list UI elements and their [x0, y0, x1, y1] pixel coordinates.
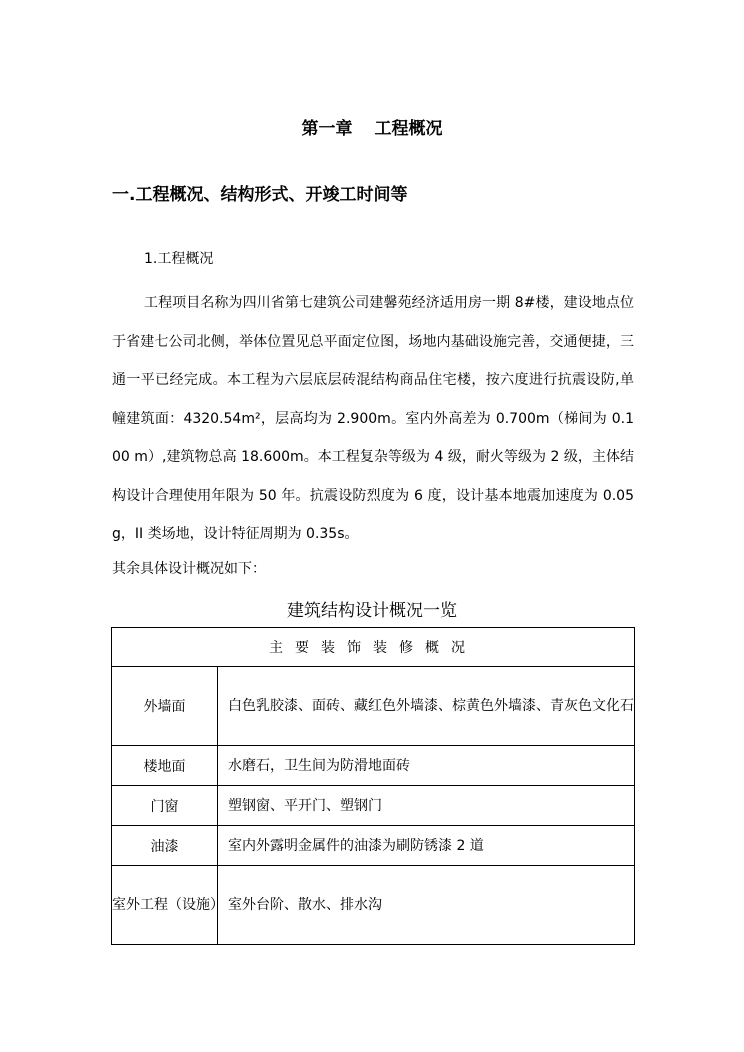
- row-value: 塑钢窗、平开门、塑钢门: [218, 786, 635, 826]
- chapter-name: 工程概况: [374, 119, 443, 139]
- row-label: 室外工程（设施）: [112, 866, 218, 945]
- design-intro-text: 其余具体设计概况如下：: [112, 561, 266, 577]
- row-label: 门窗: [112, 786, 218, 826]
- row-value: 室内外露明金属件的油漆为刷防锈漆 2 道: [218, 826, 635, 866]
- table-row: [112, 786, 635, 826]
- table-row: [112, 866, 635, 945]
- subsection-title: 1.工程概况: [144, 251, 214, 267]
- row-label: 楼地面: [112, 746, 218, 786]
- project-overview-paragraph: 工程项目名称为四川省第七建筑公司建馨苑经济适用房一期 8#楼，建设地点位于省建七公司北侧，举体位置见总平面定位图，场地内基础设施完善，交通便捷，三通一平已经完成。本工程为六层底层砖混结构商品住宅楼，按六度进行抗震设防,单幢建筑面：4320.54m²，层高均为 2.900m。室内外高差为 0.700m（梯间为 0.100 m）,建筑物总高 18.600m。本工程复杂等级为 4 级，耐火等级为 2 级，主体结构设计合理使用年限为 50 年。抗震设防烈度为 6 度，设计基本地震加速度为 0.05g，II 类场地，设计特征周期为 0.35s。: [112, 295, 634, 542]
- table-row: [112, 746, 635, 786]
- table-title: 建筑结构设计概况一览: [287, 601, 457, 621]
- chapter-title: [0, 114, 744, 139]
- row-label: 外墙面: [112, 667, 218, 746]
- row-value: 水磨石，卫生间为防滑地面砖: [218, 746, 635, 786]
- row-value: 白色乳胶漆、面砖、藏红色外墙漆、棕黄色外墙漆、青灰色文化石: [218, 667, 635, 746]
- design-summary-table: [111, 627, 635, 945]
- row-label: 油漆: [112, 826, 218, 866]
- chapter-number: 第一章: [301, 119, 353, 139]
- table-row: [112, 667, 635, 746]
- table-header: 主要装饰装修概况: [112, 628, 635, 667]
- section-title: 一.工程概况、结构形式、开竣工时间等: [112, 185, 408, 205]
- table-row: [112, 826, 635, 866]
- row-value: 室外台阶、散水、排水沟: [218, 866, 635, 945]
